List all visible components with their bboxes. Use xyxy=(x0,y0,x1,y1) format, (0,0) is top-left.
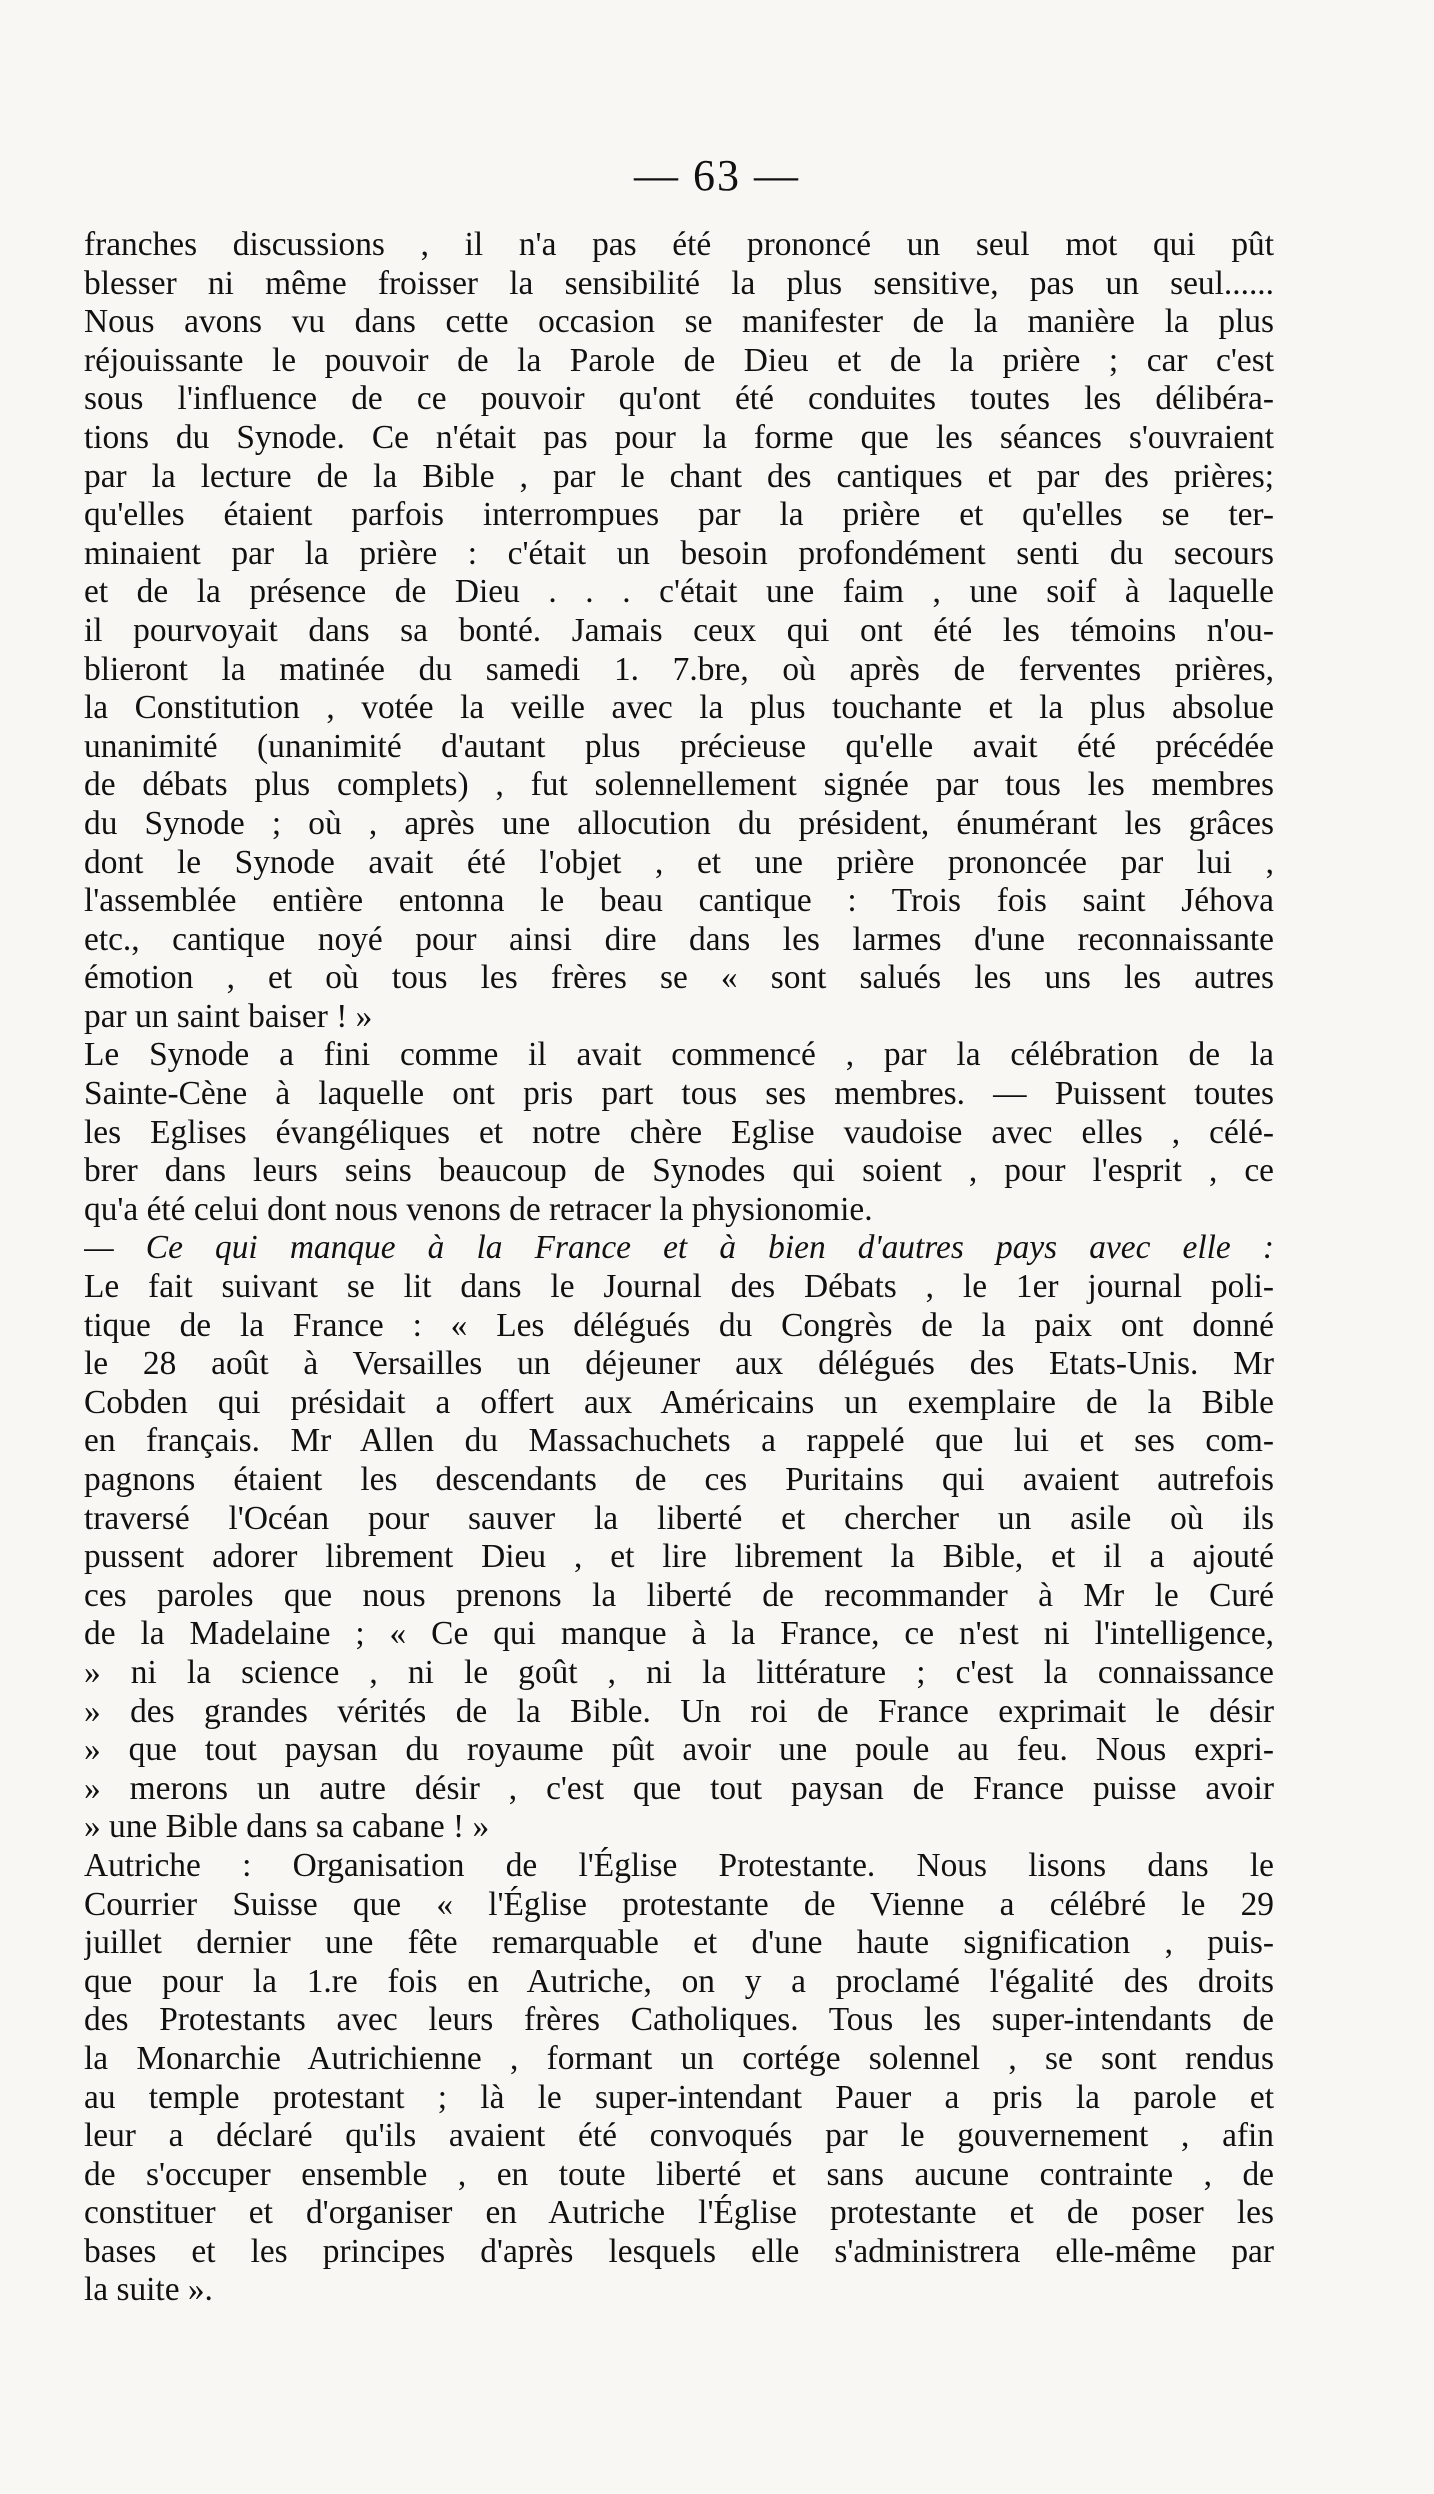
text-line: franches discussions , il n'a pas été prononcé un seul mot qui pût xyxy=(84,226,1274,263)
text-line: de s'occuper ensemble , en toute liberté et sans aucune contrainte , de xyxy=(84,2155,1274,2193)
text-line-heading: — Ce qui manque à la France et à bien d'autres pays avec elle : xyxy=(84,1229,1274,1267)
text-line: au temple protestant ; là le super-intendant Pauer a pris la parole et xyxy=(84,2078,1274,2116)
text-line: les Eglises évangéliques et notre chère Eglise vaudoise avec elles , célé- xyxy=(84,1113,1274,1151)
text-line: en français. Mr Allen du Massachuchets a rappelé que lui et ses com- xyxy=(84,1422,1274,1460)
text-line: Sainte-Cène à laquelle ont pris part tous ses membres. — Puissent toutes xyxy=(84,1075,1274,1113)
text-line: etc., cantique noyé pour ainsi dire dans les larmes d'une reconnaissante xyxy=(84,920,1274,958)
text-line: l'assemblée entière entonna le beau cantique : Trois fois saint Jéhova xyxy=(84,882,1274,920)
body-text xyxy=(84,226,1274,2310)
text-line: » que tout paysan du royaume pût avoir une poule au feu. Nous expri- xyxy=(84,1731,1274,1769)
text-line: que pour la 1.re fois en Autriche, on y a proclamé l'égalité des droits xyxy=(84,1962,1274,2000)
text-line: pussent adorer librement Dieu , et lire librement la Bible, et il a ajouté xyxy=(84,1538,1274,1576)
text-line: la Constitution , votée la veille avec la plus touchante et la plus absolue xyxy=(84,689,1274,727)
text-line: et de la présence de Dieu . . . c'était une faim , une soif à laquelle xyxy=(84,573,1274,611)
text-line: des Protestants avec leurs frères Catholiques. Tous les super-intendants de xyxy=(84,2001,1274,2039)
text-line: pagnons étaient les descendants de ces Puritains qui avaient autrefois xyxy=(84,1461,1274,1498)
text-line: qu'elles étaient parfois interrompues par la prière et qu'elles se ter- xyxy=(84,496,1274,534)
text-line: sous l'influence de ce pouvoir qu'ont été conduites toutes les délibéra- xyxy=(84,380,1274,418)
text-line: tique de la France : « Les délégués du Congrès de la paix ont donné xyxy=(84,1306,1274,1344)
text-line: brer dans leurs seins beaucoup de Synodes qui soient , pour l'esprit , ce xyxy=(84,1152,1274,1190)
text-line-heading: Autriche : Organisation de l'Église Protestante. Nous lisons dans le xyxy=(84,1846,1274,1884)
text-line: » une Bible dans sa cabane ! » xyxy=(84,1808,490,1846)
page-number: — 63 — xyxy=(634,151,800,200)
text-line: constituer et d'organiser en Autriche l'Église protestante et de poser les xyxy=(84,2194,1274,2232)
text-line: traversé l'Océan pour sauver la liberté et chercher un asile où ils xyxy=(84,1499,1274,1537)
text-line: la suite ». xyxy=(84,2271,213,2309)
text-line: » ni la science , ni le goût , ni la littérature ; c'est la connaissance xyxy=(84,1653,1274,1691)
text-line: juillet dernier une fête remarquable et d'une haute signification , puis- xyxy=(84,1924,1274,1962)
text-line: blesser ni même froisser la sensibilité la plus sensitive, pas un seul...... xyxy=(84,264,1274,302)
text-line: de la Madelaine ; « Ce qui manque à la France, ce n'est ni l'intelligence, xyxy=(84,1615,1274,1653)
text-line: Le fait suivant se lit dans le Journal des Débats , le 1er journal poli- xyxy=(84,1268,1274,1306)
text-line: unanimité (unanimité d'autant plus précieuse qu'elle avait été précédée xyxy=(84,727,1274,765)
text-line: de débats plus complets) , fut solennellement signée par tous les membres xyxy=(84,766,1274,804)
text-line: Nous avons vu dans cette occasion se manifester de la manière la plus xyxy=(84,303,1274,341)
text-line: réjouissante le pouvoir de la Parole de Dieu et de la prière ; car c'est xyxy=(84,341,1274,379)
text-line: qu'a été celui dont nous venons de retracer la physionomie. xyxy=(84,1190,873,1228)
text-line: Cobden qui présidait a offert aux Américains un exemplaire de la Bible xyxy=(84,1383,1274,1421)
text-line: il pourvoyait dans sa bonté. Jamais ceux qui ont été les témoins n'ou- xyxy=(84,611,1274,649)
text-line: » des grandes vérités de la Bible. Un roi de France exprimait le désir xyxy=(84,1692,1274,1730)
text-line: tions du Synode. Ce n'était pas pour la forme que les séances s'ouvraient xyxy=(84,418,1274,456)
text-line: dont le Synode avait été l'objet , et une prière prononcée par lui , xyxy=(84,843,1274,881)
text-line: blieront la matinée du samedi 1. 7.bre, où après de ferventes prières, xyxy=(84,650,1274,688)
text-line: du Synode ; où , après une allocution du président, énumérant les grâces xyxy=(84,804,1274,842)
text-line: par la lecture de la Bible , par le chant des cantiques et par des prières; xyxy=(84,457,1274,495)
text-line: minaient par la prière : c'était un besoin profondément senti du secours xyxy=(84,534,1274,572)
text-line: par un saint baiser ! » xyxy=(84,997,373,1035)
text-line: émotion , et où tous les frères se « sont salués les uns les autres xyxy=(84,959,1274,997)
text-line: la Monarchie Autrichienne , formant un cortége solennel , se sont rendus xyxy=(84,2039,1274,2077)
text-line: Courrier Suisse que « l'Église protestante de Vienne a célébré le 29 xyxy=(84,1885,1274,1923)
text-line: » merons un autre désir , c'est que tout paysan de France puisse avoir xyxy=(84,1769,1274,1807)
text-line: ces paroles que nous prenons la liberté de recommander à Mr le Curé xyxy=(84,1576,1274,1614)
text-line: leur a déclaré qu'ils avaient été convoqués par le gouvernement , afin xyxy=(84,2117,1274,2155)
text-line: Le Synode a fini comme il avait commencé , par la célébration de la xyxy=(84,1036,1274,1074)
text-line: bases et les principes d'après lesquels elle s'administrera elle-même par xyxy=(84,2232,1274,2270)
text-line: le 28 août à Versailles un déjeuner aux délégués des Etats-Unis. Mr xyxy=(84,1345,1274,1383)
